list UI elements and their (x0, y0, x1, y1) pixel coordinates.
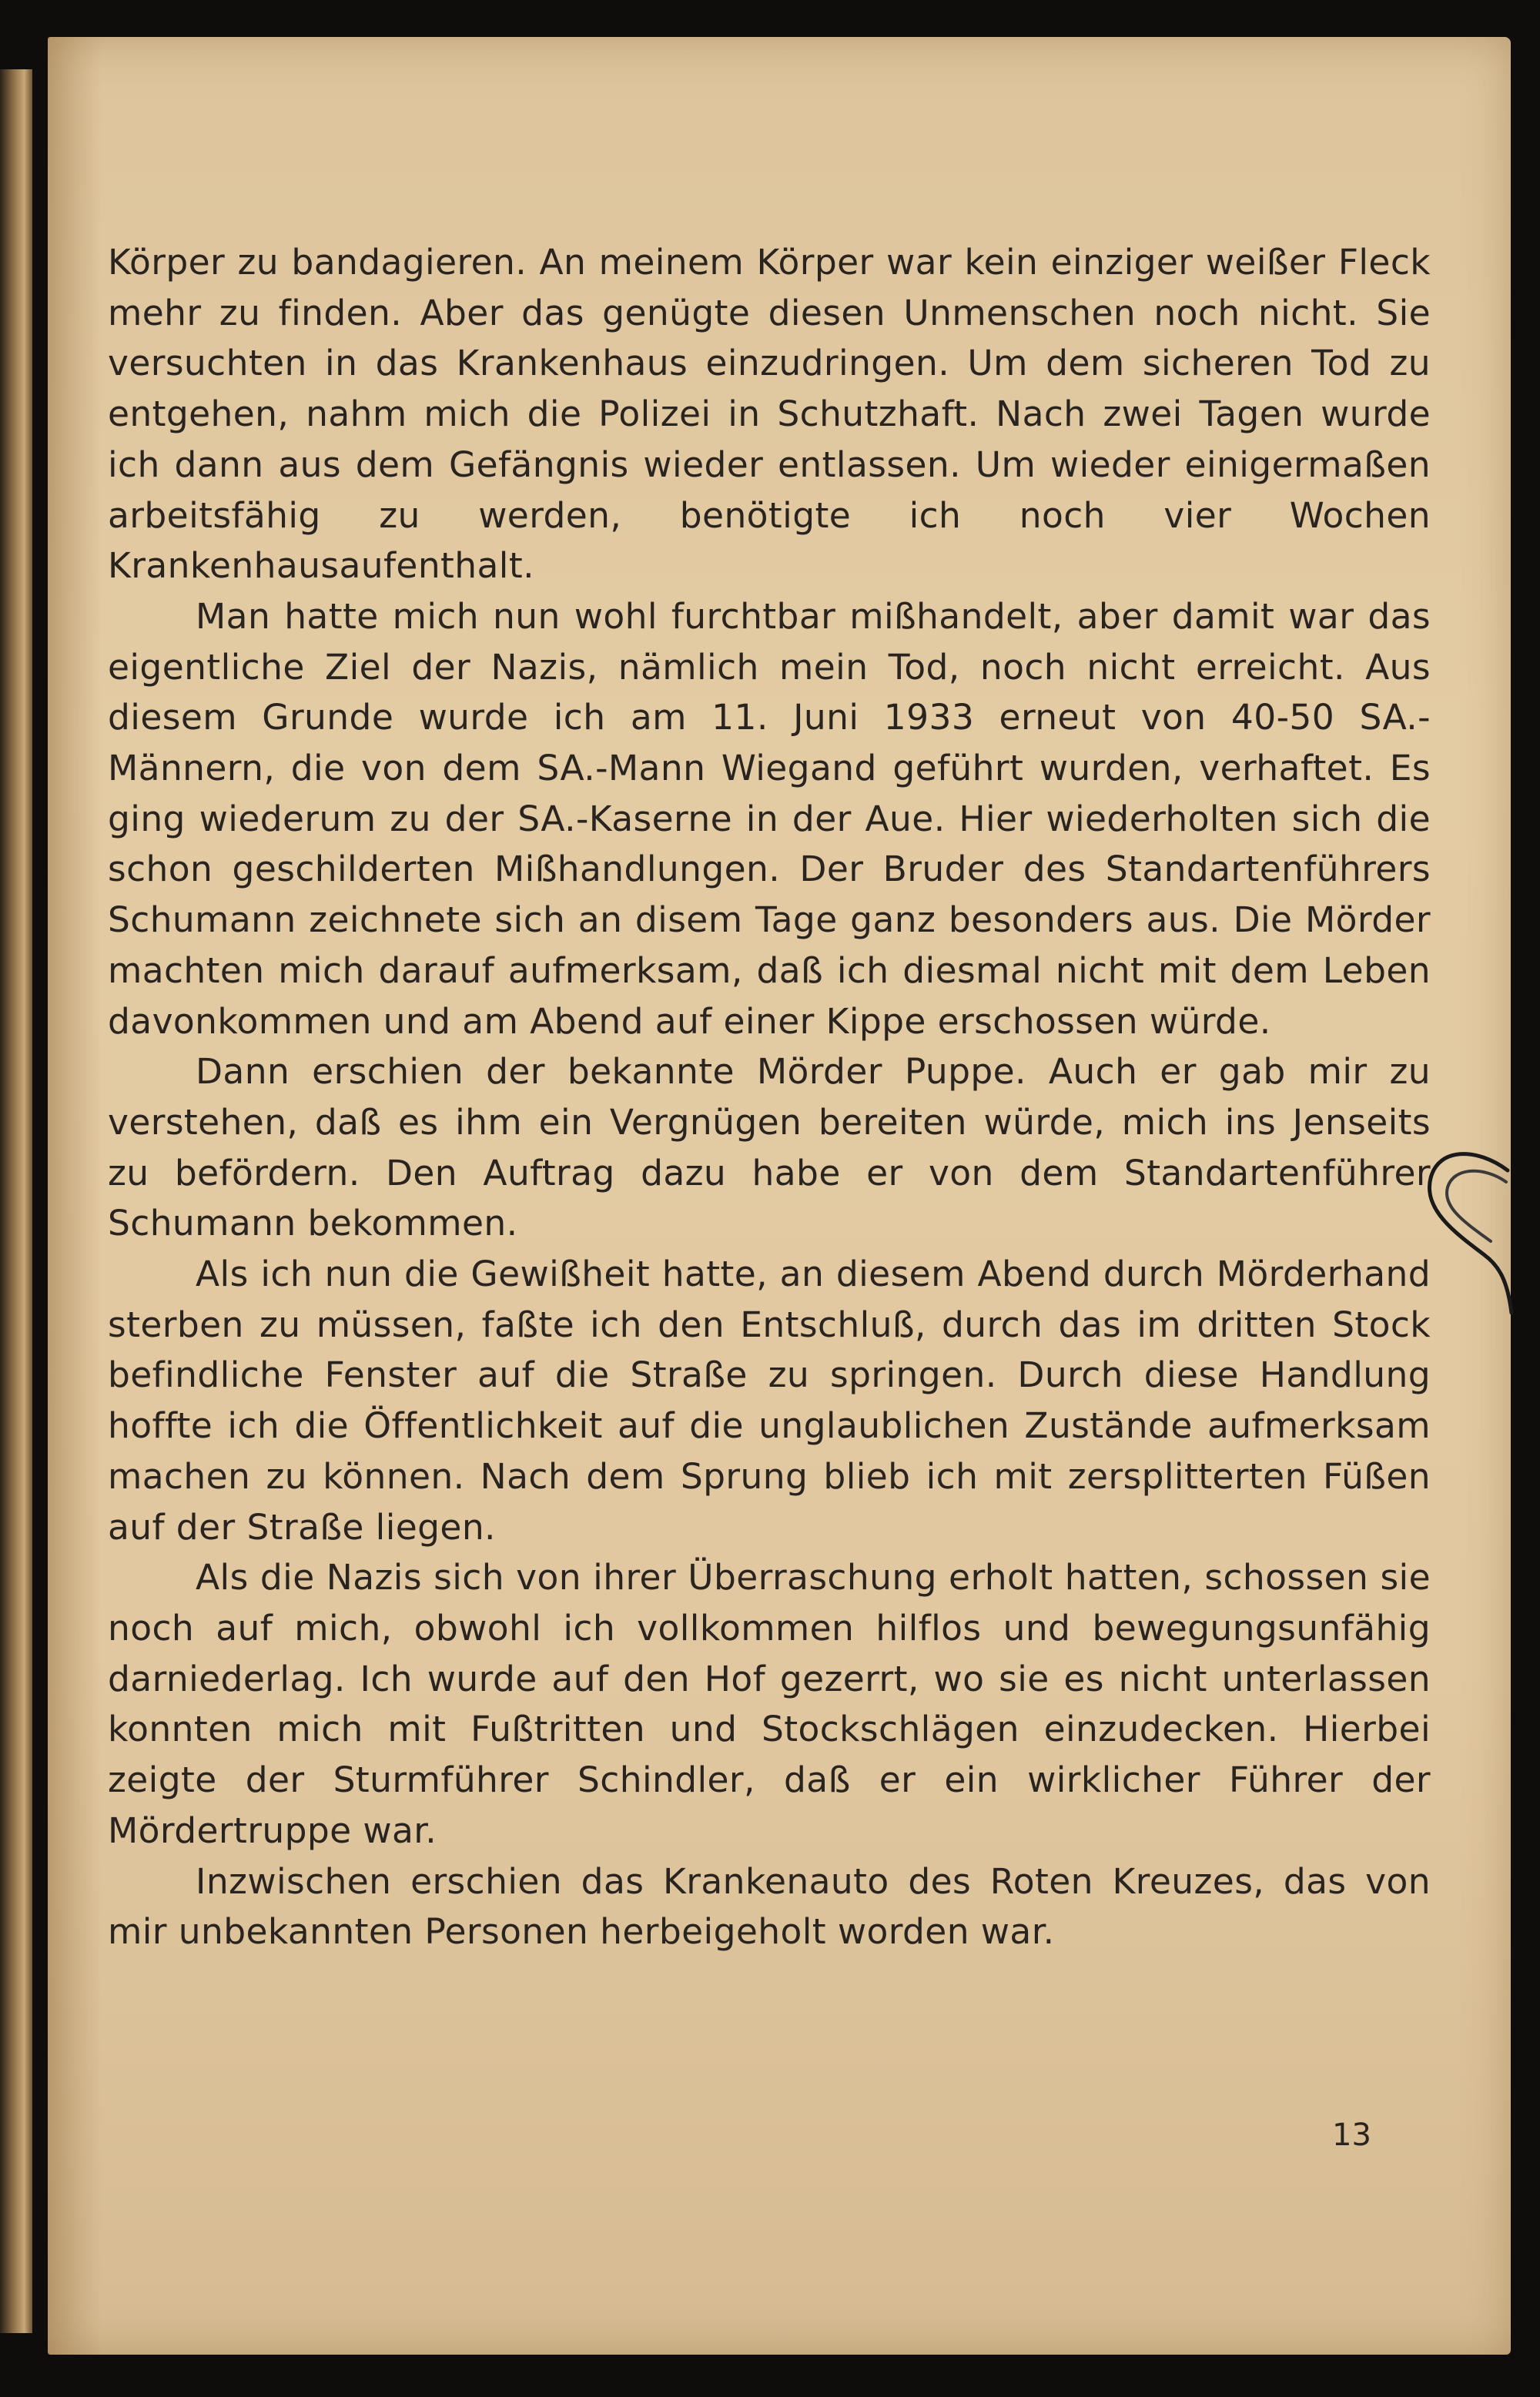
facing-page-edge (0, 69, 32, 2333)
book-page (48, 37, 1511, 2355)
paragraph-6: Inzwischen erschien das Krankenauto des Roten Kreuzes, das von mir unbekannten Personen herbeigeholt worden war. (108, 1860, 1431, 1953)
paper-clip-icon (1408, 1140, 1515, 1317)
paragraph-3: Dann erschien der bekannte Mörder Puppe. Auch er gab mir zu verstehen, daß es ihm ein Vergnügen bereiten würde, mich ins Jenseits zu befördern. Den Auftrag dazu habe er von dem Standartenführer Schumann bekommen. (108, 1051, 1431, 1244)
paragraph-1: Körper zu bandagieren. An meinem Körper war kein einziger weißer Fleck mehr zu finden. Aber das genügte diesen Unmenschen noch nicht. Sie versuchten in das Krankenhaus einzudringen. Um dem sicheren Tod zu entgehen, nahm mich die Polizei in Schutzhaft. Nach zwei Tagen wurde ich dann aus dem Gefängnis wieder entlassen. Um wieder einigermaßen arbeitsfähig zu werden, benötigte ich noch vier Wochen Krankenhausaufenthalt. (108, 242, 1431, 587)
paragraph-5: Als die Nazis sich von ihrer Überraschung erholt hatten, schossen sie noch auf mich, obwohl ich vollkommen hilflos und bewegungsunfähig darniederlag. Ich wurde auf den Hof gezerrt, wo sie es nicht unterlassen konnten mich mit Fußtritten und Stockschlägen einzudecken. Hierbei zeigte der Sturmführer Schindler, daß er ein wirklicher Führer der Mördertruppe war. (108, 1557, 1431, 1851)
page-number: 13 (1332, 2117, 1371, 2153)
paragraph-4: Als ich nun die Gewißheit hatte, an diesem Abend durch Mörderhand sterben zu müssen, faßte ich den Entschluß, durch das im dritten Stock befindliche Fenster auf die Straße zu springen. Durch diese Handlung hoffte ich die Öffentlichkeit auf die unglaublichen Zustände aufmerksam machen zu können. Nach dem Sprung blieb ich mit zersplitterten Füßen auf der Straße liegen. (108, 1254, 1431, 1548)
paragraph-2: Man hatte mich nun wohl furchtbar mißhandelt, aber damit war das eigentliche Ziel der Nazis, nämlich mein Tod, noch nicht erreicht. Aus diesem Grunde wurde ich am 11. Juni 1933 erneut von 40-50 SA.-Männern, die von dem SA.-Mann Wiegand geführt wurden, verhaftet. Es ging wiederum zu der SA.-Kaserne in der Aue. Hier wiederholten sich die schon geschilderten Mißhandlungen. Der Bruder des Standartenführers Schumann zeichnete sich an disem Tage ganz besonders aus. Die Mörder machten mich darauf aufmerksam, daß ich diesmal nicht mit dem Leben davonkommen und am Abend auf einer Kippe erschossen würde. (108, 595, 1431, 1042)
body-text (108, 237, 1431, 1957)
